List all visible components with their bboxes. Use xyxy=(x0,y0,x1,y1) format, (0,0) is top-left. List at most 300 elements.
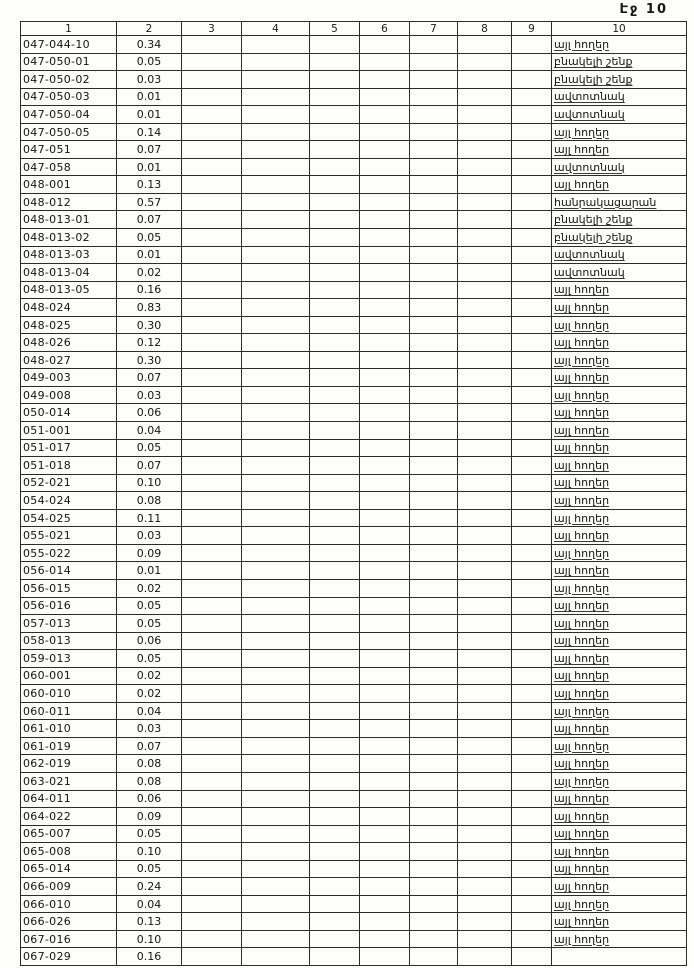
area-value-cell: 0.05 xyxy=(117,615,182,633)
empty-cell xyxy=(310,544,360,562)
empty-cell xyxy=(410,299,458,317)
land-use-cell xyxy=(552,404,687,422)
parcel-code-cell: 055-021 xyxy=(21,527,117,545)
empty-cell xyxy=(182,176,242,194)
area-value-cell: 0.01 xyxy=(117,246,182,264)
empty-cell xyxy=(242,720,310,738)
table-row xyxy=(21,930,687,948)
empty-cell xyxy=(512,930,552,948)
empty-cell xyxy=(458,685,512,703)
table-row xyxy=(21,632,687,650)
table-row xyxy=(21,948,687,966)
land-use-cell xyxy=(552,720,687,738)
empty-cell xyxy=(242,755,310,773)
empty-cell xyxy=(458,808,512,826)
land-use-text: բնակելի շենք xyxy=(554,55,633,69)
empty-cell xyxy=(242,808,310,826)
empty-cell xyxy=(410,755,458,773)
empty-cell xyxy=(410,53,458,71)
empty-cell xyxy=(182,808,242,826)
area-value-cell: 0.01 xyxy=(117,562,182,580)
parcel-code-cell: 065-008 xyxy=(21,843,117,861)
empty-cell xyxy=(242,843,310,861)
land-use-text: այլ հողեր xyxy=(554,529,610,543)
area-value-cell: 0.04 xyxy=(117,422,182,440)
empty-cell xyxy=(360,772,410,790)
empty-cell xyxy=(458,106,512,124)
parcel-code-cell: 048-024 xyxy=(21,299,117,317)
empty-cell xyxy=(458,632,512,650)
empty-cell xyxy=(410,843,458,861)
empty-cell xyxy=(310,439,360,457)
empty-cell xyxy=(410,509,458,527)
empty-cell xyxy=(512,386,552,404)
area-value-cell: 0.07 xyxy=(117,141,182,159)
empty-cell xyxy=(242,948,310,966)
empty-cell xyxy=(458,211,512,229)
empty-cell xyxy=(242,88,310,106)
empty-cell xyxy=(360,843,410,861)
parcel-code-cell: 051-017 xyxy=(21,439,117,457)
empty-cell xyxy=(512,422,552,440)
empty-cell xyxy=(360,246,410,264)
empty-cell xyxy=(410,141,458,159)
empty-cell xyxy=(242,685,310,703)
empty-cell xyxy=(410,193,458,211)
empty-cell xyxy=(242,158,310,176)
empty-cell xyxy=(410,632,458,650)
table-row xyxy=(21,334,687,352)
empty-cell xyxy=(242,930,310,948)
land-use-cell xyxy=(552,667,687,685)
empty-cell xyxy=(410,825,458,843)
land-use-text: ավտոտնակ xyxy=(554,160,625,174)
empty-cell xyxy=(242,53,310,71)
empty-cell xyxy=(512,720,552,738)
parcel-code-cell: 048-013-02 xyxy=(21,229,117,247)
land-use-text: ավտոտնակ xyxy=(554,248,625,262)
land-use-cell xyxy=(552,544,687,562)
empty-cell xyxy=(360,457,410,475)
empty-cell xyxy=(360,527,410,545)
empty-cell xyxy=(458,737,512,755)
empty-cell xyxy=(410,650,458,668)
empty-cell xyxy=(360,386,410,404)
land-use-text: այլ հողեր xyxy=(554,546,610,560)
empty-cell xyxy=(310,790,360,808)
land-use-text: այլ հողեր xyxy=(554,493,610,507)
table-row xyxy=(21,808,687,826)
empty-cell xyxy=(410,579,458,597)
empty-cell xyxy=(410,457,458,475)
empty-cell xyxy=(410,439,458,457)
land-use-text: այլ հողեր xyxy=(554,897,610,911)
land-use-text: ավտոտնակ xyxy=(554,90,625,104)
empty-cell xyxy=(410,808,458,826)
empty-cell xyxy=(242,264,310,282)
empty-cell xyxy=(182,158,242,176)
empty-cell xyxy=(242,71,310,89)
empty-cell xyxy=(458,264,512,282)
area-value-cell: 0.01 xyxy=(117,158,182,176)
empty-cell xyxy=(360,667,410,685)
empty-cell xyxy=(310,878,360,896)
empty-cell xyxy=(310,351,360,369)
empty-cell xyxy=(310,632,360,650)
parcel-code-cell: 054-024 xyxy=(21,492,117,510)
empty-cell xyxy=(512,948,552,966)
empty-cell xyxy=(512,71,552,89)
empty-cell xyxy=(512,158,552,176)
empty-cell xyxy=(360,369,410,387)
column-header-1: 1 xyxy=(21,22,117,36)
empty-cell xyxy=(458,509,512,527)
empty-cell xyxy=(242,562,310,580)
empty-cell xyxy=(512,457,552,475)
empty-cell xyxy=(512,474,552,492)
table-row xyxy=(21,158,687,176)
table-row xyxy=(21,579,687,597)
empty-cell xyxy=(310,895,360,913)
land-use-text: այլ հողեր xyxy=(554,564,610,578)
empty-cell xyxy=(182,316,242,334)
empty-cell xyxy=(512,439,552,457)
empty-cell xyxy=(512,141,552,159)
empty-cell xyxy=(512,211,552,229)
empty-cell xyxy=(458,474,512,492)
parcel-code-cell: 063-021 xyxy=(21,772,117,790)
land-use-text: այլ հողեր xyxy=(554,722,610,736)
table-body xyxy=(21,36,687,966)
empty-cell xyxy=(512,650,552,668)
empty-cell xyxy=(310,176,360,194)
empty-cell xyxy=(182,509,242,527)
table-row xyxy=(21,176,687,194)
empty-cell xyxy=(182,386,242,404)
area-value-cell: 0.02 xyxy=(117,264,182,282)
table-row xyxy=(21,895,687,913)
empty-cell xyxy=(458,229,512,247)
land-use-cell xyxy=(552,878,687,896)
empty-cell xyxy=(410,913,458,931)
empty-cell xyxy=(458,930,512,948)
table-row xyxy=(21,299,687,317)
land-use-cell xyxy=(552,158,687,176)
table-row xyxy=(21,720,687,738)
parcel-code-cell: 056-016 xyxy=(21,597,117,615)
land-use-text: այլ հողեր xyxy=(554,651,610,665)
column-header-8: 8 xyxy=(458,22,512,36)
table-row xyxy=(21,369,687,387)
empty-cell xyxy=(458,860,512,878)
empty-cell xyxy=(182,878,242,896)
empty-cell xyxy=(410,720,458,738)
table-row xyxy=(21,913,687,931)
column-header-4: 4 xyxy=(242,22,310,36)
empty-cell xyxy=(360,229,410,247)
empty-cell xyxy=(242,667,310,685)
column-header-5: 5 xyxy=(310,22,360,36)
table-row xyxy=(21,123,687,141)
table-row xyxy=(21,351,687,369)
land-use-cell xyxy=(552,562,687,580)
empty-cell xyxy=(360,316,410,334)
parcel-code-cell: 047-051 xyxy=(21,141,117,159)
empty-cell xyxy=(182,667,242,685)
area-value-cell: 0.05 xyxy=(117,53,182,71)
area-value-cell: 0.09 xyxy=(117,808,182,826)
empty-cell xyxy=(512,632,552,650)
table-row xyxy=(21,615,687,633)
empty-cell xyxy=(310,755,360,773)
empty-cell xyxy=(410,860,458,878)
empty-cell xyxy=(458,123,512,141)
empty-cell xyxy=(458,386,512,404)
area-value-cell: 0.02 xyxy=(117,685,182,703)
table-row xyxy=(21,457,687,475)
land-use-cell xyxy=(552,579,687,597)
parcel-code-cell: 048-013-05 xyxy=(21,281,117,299)
empty-cell xyxy=(182,123,242,141)
area-value-cell: 0.57 xyxy=(117,193,182,211)
area-value-cell: 0.03 xyxy=(117,527,182,545)
empty-cell xyxy=(458,527,512,545)
parcel-code-cell: 056-014 xyxy=(21,562,117,580)
empty-cell xyxy=(360,685,410,703)
empty-cell xyxy=(360,281,410,299)
area-value-cell: 0.13 xyxy=(117,176,182,194)
empty-cell xyxy=(410,106,458,124)
area-value-cell: 0.08 xyxy=(117,492,182,510)
area-value-cell: 0.04 xyxy=(117,702,182,720)
empty-cell xyxy=(458,702,512,720)
empty-cell xyxy=(410,88,458,106)
empty-cell xyxy=(458,544,512,562)
table-row xyxy=(21,281,687,299)
empty-cell xyxy=(410,474,458,492)
empty-cell xyxy=(512,193,552,211)
table-row xyxy=(21,439,687,457)
empty-cell xyxy=(182,843,242,861)
parcel-code-cell: 061-010 xyxy=(21,720,117,738)
empty-cell xyxy=(360,544,410,562)
empty-cell xyxy=(182,685,242,703)
parcel-code-cell: 066-009 xyxy=(21,878,117,896)
table-row xyxy=(21,562,687,580)
empty-cell xyxy=(360,439,410,457)
empty-cell xyxy=(458,895,512,913)
empty-cell xyxy=(242,229,310,247)
empty-cell xyxy=(512,702,552,720)
land-use-text: այլ հողեր xyxy=(554,704,610,718)
parcel-code-cell: 049-003 xyxy=(21,369,117,387)
empty-cell xyxy=(512,597,552,615)
land-use-text: այլ հողեր xyxy=(554,336,610,350)
empty-cell xyxy=(310,615,360,633)
empty-cell xyxy=(310,650,360,668)
empty-cell xyxy=(242,878,310,896)
land-use-cell xyxy=(552,229,687,247)
empty-cell xyxy=(182,615,242,633)
empty-cell xyxy=(360,825,410,843)
empty-cell xyxy=(512,509,552,527)
empty-cell xyxy=(410,597,458,615)
parcel-code-cell: 047-058 xyxy=(21,158,117,176)
land-use-cell xyxy=(552,930,687,948)
empty-cell xyxy=(310,930,360,948)
empty-cell xyxy=(182,632,242,650)
empty-cell xyxy=(512,246,552,264)
land-use-text: այլ հողեր xyxy=(554,353,610,367)
land-use-text: այլ հողեր xyxy=(554,915,610,929)
empty-cell xyxy=(182,597,242,615)
area-value-cell: 0.04 xyxy=(117,895,182,913)
empty-cell xyxy=(410,229,458,247)
land-use-cell xyxy=(552,281,687,299)
land-use-text: այլ հողեր xyxy=(554,757,610,771)
empty-cell xyxy=(512,264,552,282)
empty-cell xyxy=(242,702,310,720)
table-row xyxy=(21,527,687,545)
empty-cell xyxy=(410,386,458,404)
land-use-cell xyxy=(552,492,687,510)
empty-cell xyxy=(310,369,360,387)
empty-cell xyxy=(310,88,360,106)
empty-cell xyxy=(310,246,360,264)
table-row xyxy=(21,597,687,615)
area-value-cell: 0.05 xyxy=(117,439,182,457)
area-value-cell: 0.07 xyxy=(117,457,182,475)
empty-cell xyxy=(360,790,410,808)
land-use-text: այլ հողեր xyxy=(554,143,610,157)
empty-cell xyxy=(512,404,552,422)
empty-cell xyxy=(512,123,552,141)
empty-cell xyxy=(410,334,458,352)
empty-cell xyxy=(410,123,458,141)
land-use-text: ավտոտնակ xyxy=(554,107,625,121)
empty-cell xyxy=(242,123,310,141)
empty-cell xyxy=(410,404,458,422)
land-use-cell xyxy=(552,53,687,71)
area-value-cell: 0.01 xyxy=(117,106,182,124)
parcel-code-cell: 048-027 xyxy=(21,351,117,369)
empty-cell xyxy=(360,878,410,896)
empty-cell xyxy=(182,404,242,422)
land-use-cell xyxy=(552,439,687,457)
empty-cell xyxy=(410,685,458,703)
empty-cell xyxy=(242,316,310,334)
parcel-code-cell: 061-019 xyxy=(21,737,117,755)
parcel-code-cell: 047-050-05 xyxy=(21,123,117,141)
table-row xyxy=(21,53,687,71)
empty-cell xyxy=(360,71,410,89)
empty-cell xyxy=(242,790,310,808)
empty-cell xyxy=(410,316,458,334)
area-value-cell: 0.05 xyxy=(117,860,182,878)
empty-cell xyxy=(360,404,410,422)
empty-cell xyxy=(458,334,512,352)
table-row xyxy=(21,702,687,720)
area-value-cell: 0.16 xyxy=(117,948,182,966)
table-row xyxy=(21,492,687,510)
empty-cell xyxy=(242,509,310,527)
empty-cell xyxy=(458,404,512,422)
empty-cell xyxy=(458,667,512,685)
empty-cell xyxy=(512,895,552,913)
empty-cell xyxy=(242,106,310,124)
empty-cell xyxy=(182,492,242,510)
land-use-text: այլ հողեր xyxy=(554,687,610,700)
empty-cell xyxy=(360,650,410,668)
empty-cell xyxy=(458,579,512,597)
empty-cell xyxy=(410,527,458,545)
parcel-code-cell: 055-022 xyxy=(21,544,117,562)
empty-cell xyxy=(512,860,552,878)
parcel-code-cell: 060-010 xyxy=(21,685,117,703)
land-use-cell xyxy=(552,193,687,211)
empty-cell xyxy=(242,334,310,352)
parcel-code-cell: 048-025 xyxy=(21,316,117,334)
table-row xyxy=(21,755,687,773)
empty-cell xyxy=(182,579,242,597)
empty-cell xyxy=(360,737,410,755)
parcel-code-cell: 047-050-03 xyxy=(21,88,117,106)
empty-cell xyxy=(182,527,242,545)
empty-cell xyxy=(512,562,552,580)
empty-cell xyxy=(242,860,310,878)
empty-cell xyxy=(410,369,458,387)
empty-cell xyxy=(458,88,512,106)
empty-cell xyxy=(242,895,310,913)
empty-cell xyxy=(458,36,512,54)
land-use-text: այլ հողեր xyxy=(554,844,610,858)
land-use-cell xyxy=(552,422,687,440)
empty-cell xyxy=(242,281,310,299)
land-use-cell xyxy=(552,860,687,878)
land-use-text: այլ հողեր xyxy=(554,178,610,192)
empty-cell xyxy=(310,492,360,510)
empty-cell xyxy=(512,737,552,755)
parcel-code-cell: 048-013-03 xyxy=(21,246,117,264)
land-use-cell xyxy=(552,71,687,89)
empty-cell xyxy=(512,334,552,352)
empty-cell xyxy=(360,913,410,931)
empty-cell xyxy=(458,457,512,475)
land-use-cell xyxy=(552,755,687,773)
empty-cell xyxy=(458,193,512,211)
land-use-text: այլ հողեր xyxy=(554,932,610,946)
empty-cell xyxy=(360,562,410,580)
empty-cell xyxy=(512,229,552,247)
empty-cell xyxy=(242,439,310,457)
land-use-text: այլ հողեր xyxy=(554,862,610,876)
land-use-cell xyxy=(552,913,687,931)
parcel-code-cell: 056-015 xyxy=(21,579,117,597)
land-use-cell xyxy=(552,88,687,106)
empty-cell xyxy=(360,492,410,510)
area-value-cell: 0.03 xyxy=(117,386,182,404)
land-use-text: հանրակացարան xyxy=(554,195,657,209)
land-use-cell xyxy=(552,790,687,808)
area-value-cell: 0.13 xyxy=(117,913,182,931)
parcel-code-cell: 057-013 xyxy=(21,615,117,633)
empty-cell xyxy=(310,316,360,334)
table-row xyxy=(21,106,687,124)
empty-cell xyxy=(458,492,512,510)
empty-cell xyxy=(360,351,410,369)
table-row xyxy=(21,878,687,896)
empty-cell xyxy=(410,281,458,299)
